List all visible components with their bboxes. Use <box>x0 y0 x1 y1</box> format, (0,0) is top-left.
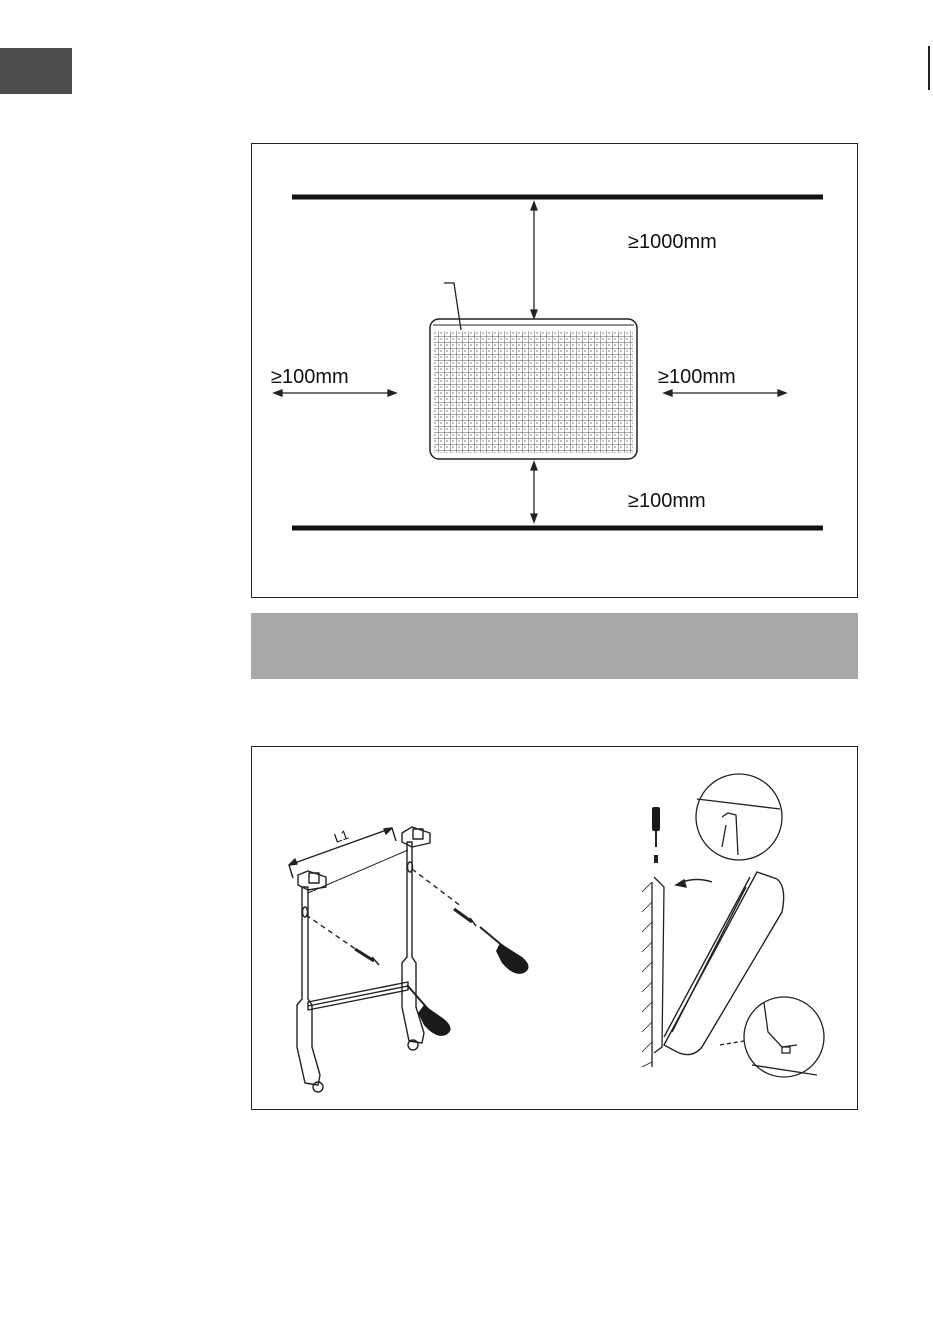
left-clearance-label: ≥100mm <box>271 366 349 388</box>
page-edge-mark <box>928 46 930 90</box>
page-tab-marker <box>0 48 72 94</box>
right-clearance-label: ≥100mm <box>658 366 736 388</box>
section-header-band <box>251 613 858 679</box>
clearance-diagram <box>251 143 858 598</box>
bottom-clearance-arrow <box>531 462 537 522</box>
left-screw-icon <box>355 949 379 965</box>
bottom-detail-circle <box>720 997 824 1077</box>
right-clearance-arrow <box>664 390 786 396</box>
right-screw-icon <box>454 909 476 926</box>
wall-screwdriver-icon <box>652 807 660 863</box>
heater-panel <box>430 319 637 459</box>
screwdriver-icon-lower <box>407 985 451 1036</box>
wall-section <box>642 877 664 1067</box>
left-clearance-arrow <box>274 390 396 396</box>
bracket-crossbar <box>308 982 408 1010</box>
top-clearance-label: ≥1000mm <box>628 231 717 253</box>
screwdriver-icon-right <box>480 927 529 974</box>
l1-label: L1 <box>331 826 351 846</box>
top-clearance-arrow <box>531 202 537 318</box>
bottom-clearance-label: ≥100mm <box>628 490 706 512</box>
top-detail-circle <box>696 774 782 860</box>
mounting-diagram <box>251 746 858 1110</box>
mounting-diagram-svg <box>252 747 859 1111</box>
clearance-diagram-svg <box>252 144 859 599</box>
left-wall-bracket <box>297 871 326 1092</box>
